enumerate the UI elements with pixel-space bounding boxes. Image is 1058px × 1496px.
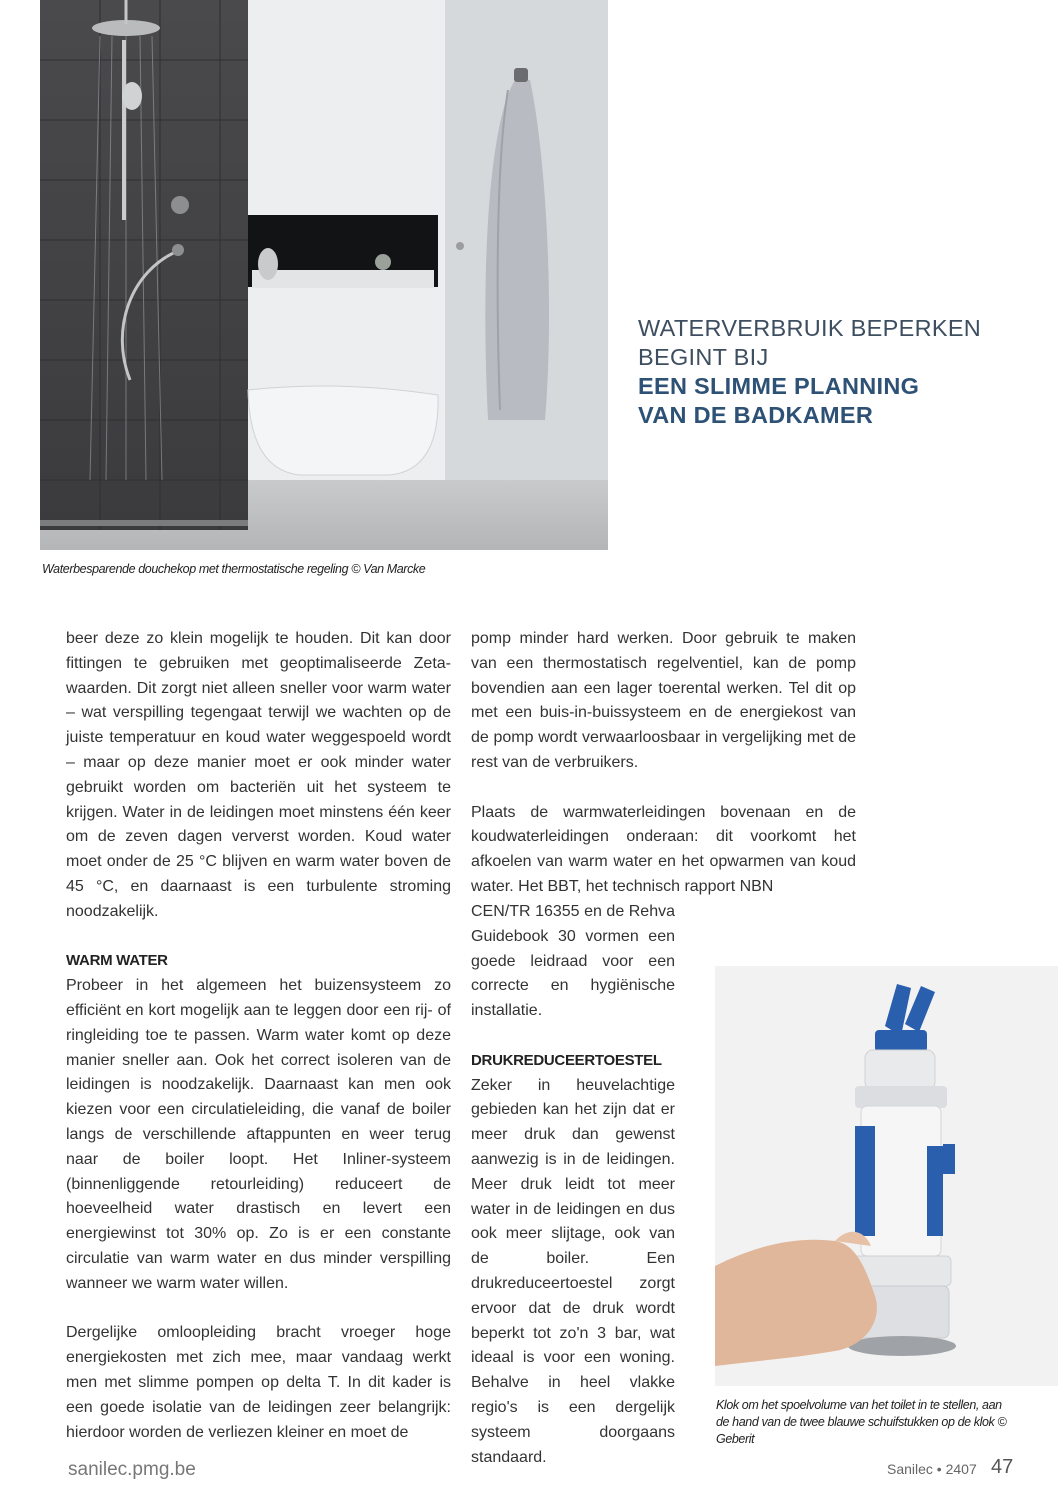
flush-valve-illustration xyxy=(715,966,1058,1386)
paragraph: pomp minder hard werken. Door gebruik te maken van een thermostatisch regelventiel, kan de pomp bovendien aan een lager toerental werken. Tel dit op met een buis-in-buissysteem en de energiekost van de pomp wordt verwaarloosbaar in vergelijking met de rest van de verbruikers. xyxy=(471,630,856,771)
footer-website-link[interactable]: sanilec.pmg.be xyxy=(68,1459,196,1480)
page-number: 47 xyxy=(991,1456,1014,1478)
valve-photo-caption: Klok om het spoelvolume van het toilet in te stellen, aan de hand van de twee blauwe schuifstukken op de klok © Geberit xyxy=(716,1398,1007,1446)
bathroom-illustration xyxy=(40,0,608,550)
bathroom-photo xyxy=(40,0,608,550)
article-headline xyxy=(638,314,1018,430)
flush-valve-photo xyxy=(715,966,1058,1386)
headline-line-1: WATERVERBRUIK BEPERKEN xyxy=(638,315,982,341)
right-text-column xyxy=(471,627,856,900)
section-heading-drukreduceertoestel: DRUKREDUCEERTOESTEL xyxy=(471,1051,662,1069)
left-text-column xyxy=(66,627,451,1445)
right-text-column-narrow xyxy=(471,900,675,1470)
paragraph: Zeker in heuvelachtige gebieden kan het zijn dat er meer druk dan gewenst aanwezig is in de leidingen. Meer druk leidt tot meer water in de leidingen en dus ook meer slijtage, ook van de boiler. Een drukreduceertoestel zorgt ervoor dat de druk wordt beperkt tot zo'n 3 bar, wat ideaal is voor een woning. Behalve in heel vlakke regio's is een dergelijk systeem doorgaans standaard. xyxy=(471,1076,675,1466)
paragraph: CEN/TR 16355 en de Rehva Guidebook 30 vormen een goede leidraad voor een correcte en hygiënische installatie. xyxy=(471,903,675,1020)
footer-magazine-issue: Sanilec • 2407 xyxy=(887,1461,977,1477)
headline-line-4: VAN DE BADKAMER xyxy=(638,402,874,428)
shower-photo-caption: Waterbesparende douchekop met thermostatische regeling © Van Marcke xyxy=(42,562,426,576)
paragraph: Plaats de warmwaterleidingen bovenaan en de koudwaterleidingen onderaan: dit voorkomt het afkoelen van warm water en het opwarmen van koud water. Het BBT, het technisch rapport NBN xyxy=(471,803,856,895)
headline-line-2: BEGINT BIJ xyxy=(638,344,769,370)
paragraph: Probeer in het algemeen het buizensysteem zo efficiënt en kort mogelijk aan te leggen door een rij- of ringleiding toe te passen. Warm water komt op deze manier sneller aan. Ook het correct isoleren van de leidingen is noodzakelijk. Daarnaast kan men ook kiezen voor een circulatieleiding, die vanaf de boiler langs de verschillende aftappunten en weer terug naar de boiler loopt. Het Inliner-systeem (binnenliggende retourleiding) reduceert de hoeveelheid water drastisch en levert een energiewinst tot 30% op. Zo is er een constante circulatie van warm water en dus minder verspilling wanneer we warm water willen. xyxy=(66,977,451,1292)
headline-line-3: EEN SLIMME PLANNING xyxy=(638,373,920,399)
paragraph: Dergelijke omloopleiding bracht vroeger hoge energiekosten met zich mee, maar vandaag werkt men met slimme pompen op delta T. In dit kader is een goede isolatie van de leidingen zeer belangrijk: hierdoor worden de verliezen kleiner en moet de xyxy=(66,1324,451,1441)
paragraph: beer deze zo klein mogelijk te houden. Dit kan door fittingen te gebruiken met geoptimaliseerde Zeta-waarden. Dit zorgt niet alleen sneller voor warm water – wat verspilling tegengaat terwijl we wachten op de juiste temperatuur en koud water weggespoeld wordt – maar op deze manier moet er ook minder water gebruikt worden om bacteriën uit het systeem te krijgen. Water in de leidingen moet minstens één keer om de zeven dagen ververst worden. Koud water moet onder de 25 °C blijven en warm water boven de 45 °C, en daarnaast is een turbulente stroming noodzakelijk. xyxy=(66,630,451,920)
section-heading-warm-water: WARM WATER xyxy=(66,952,168,970)
